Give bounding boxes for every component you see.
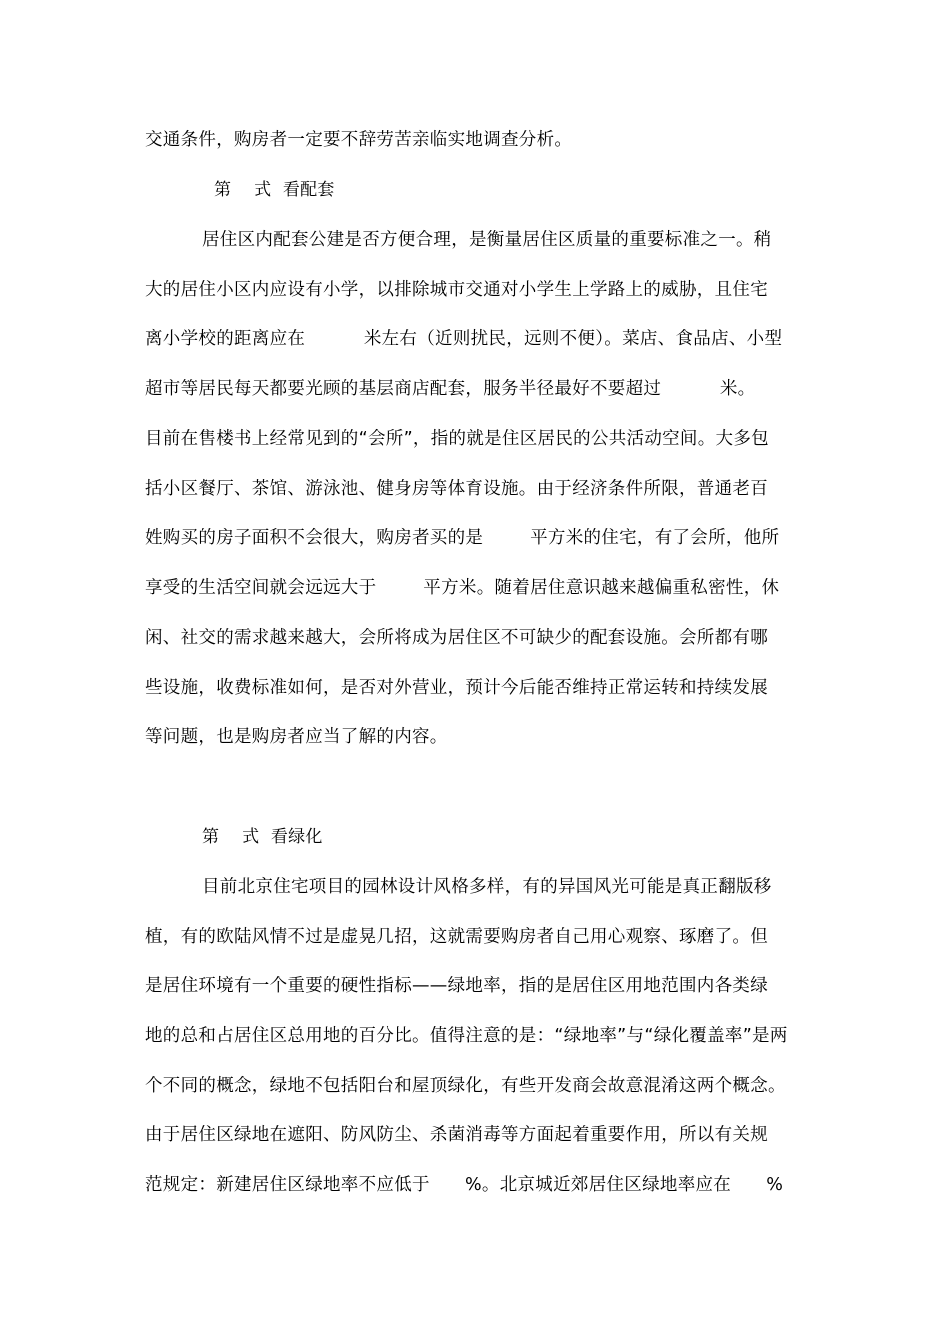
paragraph-line: 大的居住小区内应设有小学，以排除城市交通对小学生上学路上的威胁，且住宅 <box>145 280 768 300</box>
paragraph-line: 植，有的欧陆风情不过是虚晃几招，这就需要购房者自己用心观察、琢磨了。但 <box>145 927 768 947</box>
paragraph-line: 居住区内配套公建是否方便合理，是衡量居住区质量的重要标准之一。稍 <box>202 230 772 250</box>
paragraph-line: 目前在售楼书上经常见到的“会所”，指的就是住区居民的公共活动空间。大多包 <box>145 429 769 449</box>
paragraph-line: 个不同的概念，绿地不包括阳台和屋顶绿化，有些开发商会故意混淆这两个概念。 <box>145 1076 786 1096</box>
section-heading-lvhua: 第 式 看绿化 <box>202 827 323 847</box>
paragraph-line: 离小学校的距离应在 米左右（近则扰民，远则不便）。菜店、食品店、小型 <box>145 329 783 349</box>
paragraph-line: 享受的生活空间就会远远大于 平方米。随着居住意识越来越偏重私密性，休 <box>145 578 780 598</box>
paragraph-line: 由于居住区绿地在遮阳、防风防尘、杀菌消毒等方面起着重要作用，所以有关规 <box>145 1125 768 1145</box>
paragraph-line: 是居住环境有一个重要的硬性指标——绿地率，指的是居住区用地范围内各类绿 <box>145 976 768 996</box>
paragraph-line: 括小区餐厅、茶馆、游泳池、健身房等体育设施。由于经济条件所限，普通老百 <box>145 479 768 499</box>
paragraph-line: 姓购买的房子面积不会很大，购房者买的是 平方米的住宅，有了会所，他所 <box>145 528 780 548</box>
paragraph-line: 地的总和占居住区总用地的百分比。值得注意的是：“绿地率”与“绿化覆盖率”是两 <box>145 1026 788 1046</box>
paragraph-line: 交通条件，购房者一定要不辞劳苦亲临实地调查分析。 <box>145 130 573 150</box>
paragraph-line: 超市等居民每天都要光顾的基层商店配套，服务半径最好不要超过 米。 <box>145 379 756 399</box>
section-heading-peitao: 第 式 看配套 <box>214 180 335 200</box>
paragraph-line: 目前北京住宅项目的园林设计风格多样，有的异国风光可能是真正翻版移 <box>202 877 772 897</box>
paragraph-line: 等问题，也是购房者应当了解的内容。 <box>145 727 448 747</box>
paragraph-line: 范规定：新建居住区绿地率不应低于 %。北京城近郊居住区绿地率应在 % <box>145 1175 784 1195</box>
paragraph-line: 闲、社交的需求越来越大，会所将成为居住区不可缺少的配套设施。会所都有哪 <box>145 628 768 648</box>
paragraph-line: 些设施，收费标准如何，是否对外营业，预计今后能否维持正常运转和持续发展 <box>145 678 768 698</box>
